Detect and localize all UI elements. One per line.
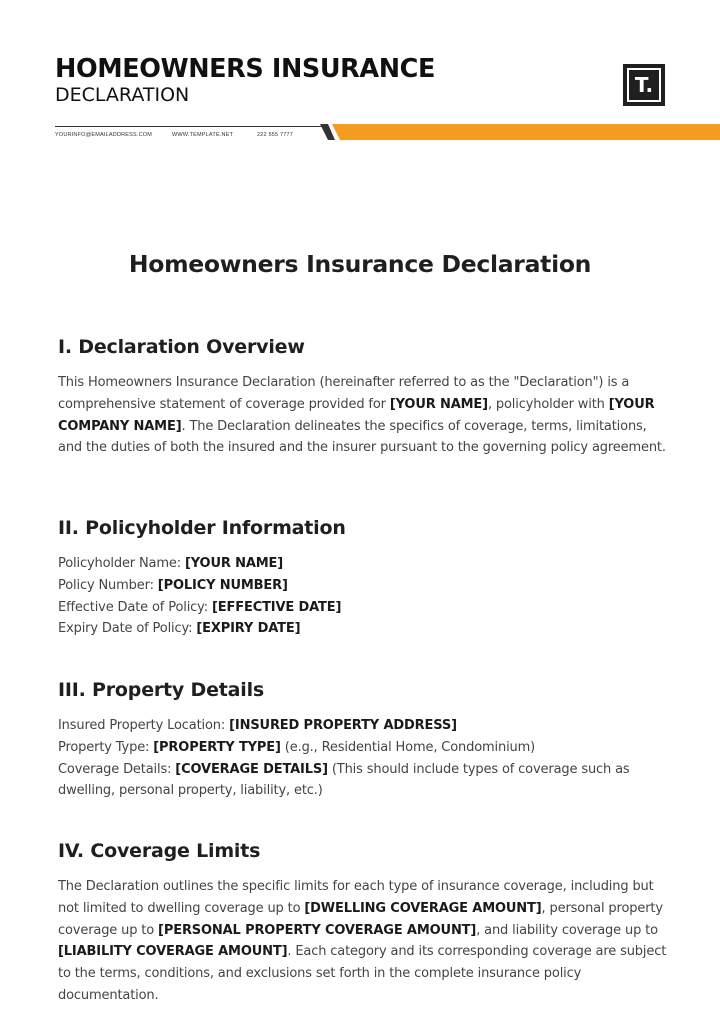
property-location-row: Insured Property Location: [INSURED PROPERTY ADDRESS] bbox=[58, 718, 457, 733]
expiry-date-value: [EXPIRY DATE] bbox=[196, 621, 301, 637]
section-heading: I. Declaration Overview bbox=[58, 336, 305, 358]
coverage-details-value: [COVERAGE DETAILS] bbox=[175, 761, 328, 777]
header-subtitle: DECLARATION bbox=[55, 84, 190, 106]
expiry-date-row: Expiry Date of Policy: [EXPIRY DATE] bbox=[58, 621, 301, 637]
effective-date-row: Effective Date of Policy: [EFFECTIVE DATE] bbox=[58, 599, 342, 615]
dwelling-coverage-amount: [DWELLING COVERAGE AMOUNT] bbox=[304, 900, 542, 916]
orange-accent-band bbox=[320, 124, 720, 142]
section-policyholder-information bbox=[58, 516, 668, 640]
contact-bar bbox=[0, 124, 720, 144]
policy-number-row: Policy Number: [POLICY NUMBER] bbox=[58, 577, 288, 593]
overview-paragraph: This Homeowners Insurance Declaration (hereinafter referred to as the "Declaration") is a comprehensive statement of coverage provided for [YOUR NAME], policyholder with [YOUR COMPANY NAME]. The Declaration delineates the specifics of coverage, terms, limitations, and the duties of both the insured and the insurer pursuant to the governing policy agreement. bbox=[58, 375, 666, 456]
section-declaration-overview bbox=[58, 335, 668, 459]
policyholder-name-value: [YOUR NAME] bbox=[184, 556, 284, 571]
property-type-row: Property Type: [PROPERTY TYPE] (e.g., Residential Home, Condominium) bbox=[58, 739, 536, 755]
personal-property-coverage-amount: [PERSONAL PROPERTY COVERAGE AMOUNT] bbox=[158, 922, 477, 938]
coverage-limits-paragraph: The Declaration outlines the specific limits for each type of insurance coverage, including but not limited to dwelling coverage up to [DWELLING COVERAGE AMOUNT], personal property coverage up to [PERSONAL PROPERTY COVERAGE AMOUNT], and liability coverage up to [LIABILITY COVERAGE AMOUNT]. Each category and its corresponding coverage are subject to the terms, conditions, and exclusions set forth in the complete insurance policy documentation. bbox=[58, 879, 667, 1003]
contact-divider bbox=[55, 126, 325, 127]
placeholder-your-name: [YOUR NAME] bbox=[389, 396, 488, 412]
contact-phone: 222 555 7777 bbox=[257, 132, 294, 138]
section-property-details bbox=[58, 678, 668, 802]
policy-number-value: [POLICY NUMBER] bbox=[157, 577, 288, 593]
section-coverage-limits bbox=[58, 839, 668, 1007]
logo-letter: T. bbox=[627, 68, 661, 102]
section-heading: III. Property Details bbox=[58, 679, 265, 701]
property-location-value: [INSURED PROPERTY ADDRESS] bbox=[229, 718, 457, 733]
placeholder-company-name: [YOUR COMPANY NAME] bbox=[58, 396, 655, 434]
effective-date-value: [EFFECTIVE DATE] bbox=[211, 599, 342, 615]
template-logo bbox=[623, 64, 665, 106]
section-heading: IV. Coverage Limits bbox=[58, 840, 261, 862]
orange-band-shape bbox=[320, 124, 720, 142]
coverage-details-row: Coverage Details: [COVERAGE DETAILS] (This should include types of coverage such as dwelling, personal property, liability, etc.) bbox=[58, 761, 630, 799]
property-type-value: [PROPERTY TYPE] bbox=[153, 739, 281, 755]
policyholder-name-row: Policyholder Name: [YOUR NAME] bbox=[58, 556, 284, 571]
liability-coverage-amount: [LIABILITY COVERAGE AMOUNT] bbox=[58, 944, 288, 960]
contact-email: YOURINFO@EMAILADDRESS.COM bbox=[55, 132, 153, 138]
document-header bbox=[55, 54, 435, 106]
document-title: Homeowners Insurance Declaration bbox=[128, 250, 592, 278]
contact-website: WWW.TEMPLATE.NET bbox=[172, 132, 234, 138]
section-heading: II. Policyholder Information bbox=[58, 517, 346, 539]
header-title: HOMEOWNERS INSURANCE bbox=[55, 54, 436, 84]
